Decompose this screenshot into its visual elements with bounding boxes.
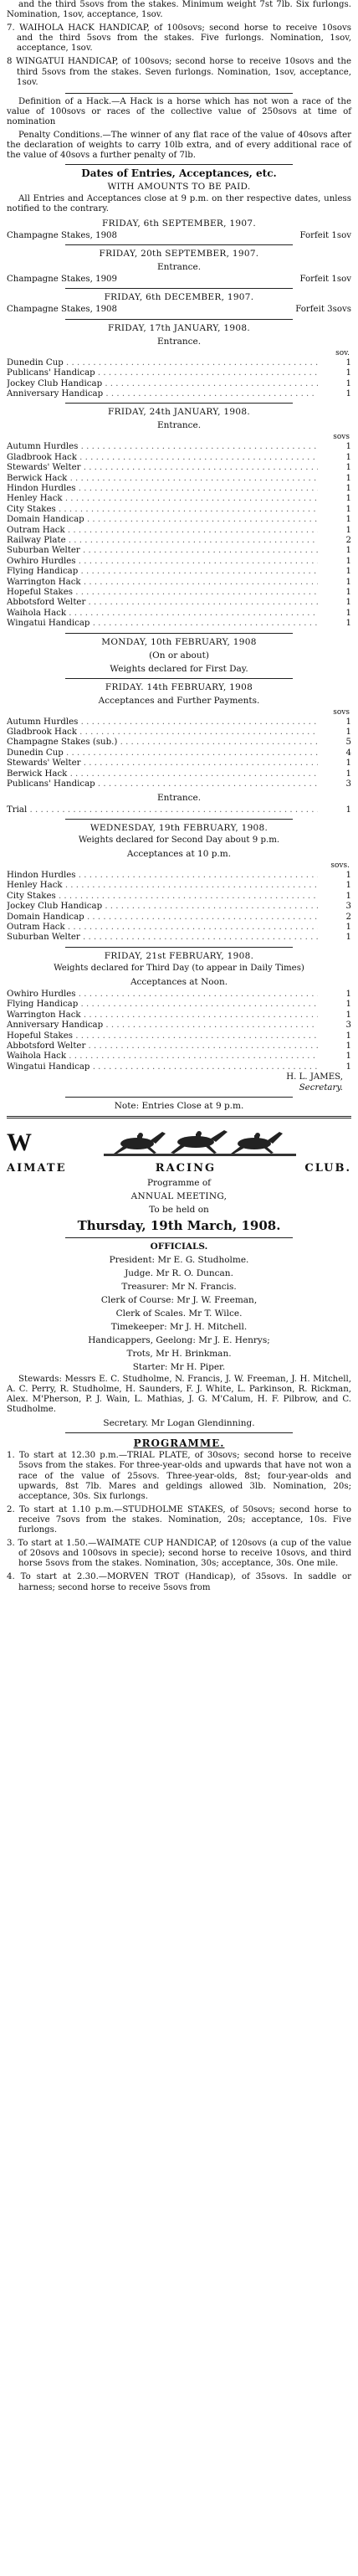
race-name: Warrington Hack . . . (7, 578, 318, 588)
official: Treasurer: Mr N. Francis. (121, 1282, 237, 1292)
race-name: Berwick Hack . . . (7, 474, 318, 484)
section-date: FRIDAY. 14th FEBRUARY, 1908 (105, 681, 253, 692)
race-name: Suburban Welter . . . (7, 933, 318, 943)
race-fee: 1 (345, 881, 351, 891)
race-name: Abbotsford Welter . . . (7, 598, 318, 608)
race-fee: 1 (345, 608, 351, 618)
race-fee: 1 (345, 1041, 351, 1051)
race-8-conditions: 8 WINGATUI HANDICAP, of 100sovs; second horse to receive 10sovs and the third 5sovs from the stakes. Seven furlongs. Nomination, 1sov, acceptance, 1sov. (7, 57, 351, 87)
programme-item: 1. To start at 12.30 p.m.—TRIAL PLATE, of 30sovs; second horse to receive 5sovs from the stakes. For three-year-olds and upwards that have not won a race of the value of 25sovs. Three-year-olds, 8st; four-year-olds and upwards, 8st 7lb. Mares and geldings allowed 3lb. Nomination, 20s; acceptance, 30s. Six furlongs. (7, 1451, 351, 1501)
section-subhead: Entrance. (156, 336, 202, 347)
race-name: Publicans' Handicap . . . (7, 368, 318, 378)
programme-item: 3. To start at 1.50.—WAIMATE CUP HANDICAP, of 120sovs (a cup of the value of 20sovs and 100sovs in specie); second horse to receive 10sovs, and third horse 5sovs from the stakes. Nomination, 30s; acceptance, 30s. One mile. (7, 1539, 351, 1569)
race-name: Stewards' Welter . . . (7, 463, 318, 473)
table-row (7, 358, 351, 368)
table-row (7, 546, 351, 556)
race-name: Owhiro Hurdles . . . (7, 990, 318, 1000)
double-rule (7, 1116, 351, 1118)
table-row (7, 389, 351, 399)
race-fee: 3 (345, 1021, 351, 1031)
race-name: Railway Plate . . . (7, 536, 318, 546)
fee-table (7, 805, 351, 815)
race-name: Domain Handicap . . . (7, 515, 318, 525)
forfeit-name: Champagne Stakes, 1909 (7, 274, 118, 284)
signature: H. L. JAMES, (286, 1072, 343, 1082)
official: Judge. Mr R. O. Duncan. (125, 1268, 233, 1278)
race-name: Gladbrook Hack . . . (7, 728, 318, 738)
divider (65, 288, 293, 289)
fee-table (7, 717, 351, 790)
table-row (7, 913, 351, 923)
table-row (7, 1062, 351, 1072)
section-subhead: Weights declared for Third Day (to appear in Daily Times) (54, 963, 304, 973)
table-row (7, 717, 351, 728)
official: Handicappers, Geelong: Mr J. E. Henrys; (88, 1335, 270, 1345)
race-conditions (7, 0, 351, 88)
official: Clerk of Scales. Mr T. Wilce. (115, 1309, 243, 1319)
table-row (7, 609, 351, 619)
race-6-tail: and the third 5sovs from the stakes. Minimum weight 7st 7lb. Six furlongs. Nomination, 1sov, acceptance, 1sov. (7, 0, 351, 20)
race-fee: 5 (345, 738, 351, 748)
race-name: Outram Hack . . . (7, 526, 318, 536)
race-name: Abbotsford Welter . . . (7, 1041, 318, 1051)
race-name: City Stakes . . . (7, 505, 318, 515)
race-name: Domain Handicap . . . (7, 913, 318, 923)
race-name: Dunedin Cup . . . (7, 358, 318, 368)
race-fee: 1 (345, 515, 351, 525)
official: Clerk of Course: Mr J. W. Freeman, (100, 1295, 258, 1305)
table-row (7, 1041, 351, 1051)
table-row (7, 1010, 351, 1021)
race-name: Anniversary Handicap . . . (7, 389, 318, 399)
programme-list (7, 1451, 351, 1592)
race-fee: 1 (345, 463, 351, 473)
official: President: Mr E. G. Studholme. (109, 1255, 249, 1265)
forfeit-value: Forfeit 1sov (299, 230, 351, 240)
race-name: Hopeful Stakes . . . (7, 588, 318, 598)
official: Starter: Mr H. Piper. (132, 1362, 226, 1372)
race-fee: 1 (345, 1010, 351, 1020)
divider (65, 1097, 293, 1098)
race-fee: 1 (345, 923, 351, 933)
programme-of: Programme of (146, 1178, 212, 1188)
fee-table (7, 990, 351, 1072)
forfeit-line (7, 275, 351, 285)
race-fee: 1 (345, 1000, 351, 1010)
horses-engraving (49, 1125, 351, 1160)
race-name: Stewards' Welter . . . (7, 758, 318, 769)
race-fee: 1 (345, 805, 351, 815)
divider (65, 633, 293, 634)
club-word: AIMATE (7, 1162, 67, 1175)
official: Trots, Mr H. Brinkman. (126, 1349, 232, 1359)
divider (65, 1432, 293, 1433)
race-fee: 1 (345, 871, 351, 880)
table-row (7, 758, 351, 769)
race-name: Flying Handicap . . . (7, 1000, 318, 1010)
race-name: Champagne Stakes (sub.) . . . (7, 738, 318, 748)
section-subhead: Acceptances at Noon. (130, 976, 228, 987)
race-name: Henley Hack . . . (7, 494, 318, 504)
programme-item: 4. To start at 2.30.—MORVEN TROT (Handicap), of 35sovs. In saddle or harness; second horse to receive 5sovs from (7, 1572, 351, 1592)
table-row (7, 1051, 351, 1062)
race-fee: 1 (345, 388, 351, 398)
table-row (7, 505, 351, 515)
divider (65, 403, 293, 404)
programme-title: PROGRAMME. (133, 1437, 225, 1450)
table-row (7, 728, 351, 738)
race-fee: 1 (345, 588, 351, 598)
race-fee: 1 (345, 717, 351, 727)
forfeit-value: Forfeit 1sov (299, 274, 351, 284)
officials-list (7, 1255, 351, 1373)
race-7-conditions: 7. WAIHOLA HACK HANDICAP, of 100sovs; second horse to receive 10sovs and the third 5sovs from the stakes. Five furlongs. Nomination, 1sov, acceptance, 1sov. (7, 23, 351, 54)
race-name: Anniversary Handicap . . . (7, 1021, 318, 1031)
divider (65, 164, 293, 165)
club-word: CLUB. (304, 1162, 351, 1175)
race-fee: 1 (345, 1031, 351, 1041)
officials-title: OFFICIALS. (150, 1242, 208, 1252)
race-name: Jockey Club Handicap . . . (7, 902, 318, 912)
race-fee: 1 (345, 494, 351, 504)
stewards: Stewards: Messrs E. C. Studholme, N. Francis, J. W. Freeman, J. H. Mitchell, A. C. Perry, R. Studholme, H. Saunders, F. J. White, L. Parkinson, R. Rickman, Alex. M'Pherson, P. J. Wain, L. Mathias, J. G. M'Calum, H. F. Pilbrow, and C. Studholme. (7, 1375, 351, 1415)
club-banner (7, 1125, 351, 1160)
section-subhead: Weights declared for Second Day about 9 p.m. (78, 835, 280, 845)
race-fee: 1 (345, 473, 351, 483)
table-row (7, 453, 351, 463)
table-row (7, 578, 351, 588)
racehorse-icon (104, 1125, 296, 1160)
race-name: Wingatui Handicap . . . (7, 1062, 318, 1072)
forfeit-name: Champagne Stakes, 1908 (7, 230, 118, 240)
race-fee: 1 (345, 525, 351, 535)
unit-label: sovs (333, 433, 350, 442)
table-row (7, 442, 351, 452)
race-name: Jockey Club Handicap . . . (7, 379, 318, 389)
race-name: Dunedin Cup . . . (7, 748, 318, 758)
race-fee: 3 (345, 779, 351, 789)
table-row (7, 557, 351, 567)
section-subhead: Acceptances at 10 p.m. (126, 849, 232, 859)
race-name: Flying Handicap . . . (7, 567, 318, 577)
race-name: Waihola Hack . . . (7, 1051, 318, 1062)
race-fee: 1 (345, 891, 351, 901)
dates-subtitle: WITH AMOUNTS TO BE PAID. (107, 182, 251, 193)
section-date: WEDNESDAY, 19th FEBRUARY, 1908. (90, 822, 268, 833)
race-fee: 1 (345, 357, 351, 368)
race-fee: 1 (345, 504, 351, 514)
table-row (7, 738, 351, 748)
club-name (7, 1162, 351, 1175)
table-row (7, 769, 351, 779)
section-subhead: Weights declared for First Day. (110, 663, 248, 674)
fee-table (7, 871, 351, 944)
race-fee: 1 (345, 728, 351, 738)
table-row (7, 536, 351, 546)
race-fee: 1 (345, 989, 351, 999)
race-fee: 1 (345, 933, 351, 943)
unit-label: sov. (335, 348, 350, 357)
unit-label: sovs. (330, 861, 350, 870)
table-row (7, 588, 351, 598)
race-fee: 1 (345, 1062, 351, 1072)
section-subhead: Acceptances and Further Payments. (98, 695, 260, 706)
table-row (7, 379, 351, 389)
forfeit-line (7, 305, 351, 315)
forfeit-line (7, 231, 351, 241)
table-row (7, 748, 351, 758)
table-row (7, 619, 351, 629)
section-subhead: Entrance. (156, 420, 202, 431)
race-name: Hindon Hurdles . . . (7, 484, 318, 494)
race-fee: 1 (345, 769, 351, 779)
club-word: RACING (155, 1162, 217, 1175)
section-subhead: (On or about) (149, 650, 209, 661)
race-name: Autumn Hurdles . . . (7, 442, 318, 452)
race-name: Publicans' Handicap . . . (7, 779, 318, 789)
section-date: MONDAY, 10th FEBRUARY, 1908 (101, 636, 257, 647)
section-subhead: Entrance. (156, 792, 202, 803)
race-fee: 2 (345, 536, 351, 545)
race-fee: 1 (345, 758, 351, 769)
race-fee: 2 (345, 912, 351, 922)
race-name: Berwick Hack . . . (7, 769, 318, 779)
section-date: FRIDAY, 17th JANUARY, 1908. (108, 322, 250, 333)
race-name: Hopeful Stakes . . . (7, 1031, 318, 1041)
table-row (7, 881, 351, 891)
race-name: Suburban Welter . . . (7, 546, 318, 556)
meeting-date: Thursday, 19th March, 1908. (77, 1218, 281, 1233)
race-fee: 1 (345, 546, 351, 556)
race-name: Warrington Hack . . . (7, 1010, 318, 1021)
race-name: Outram Hack . . . (7, 923, 318, 933)
annual-meeting: ANNUAL MEETING, (130, 1191, 228, 1201)
divider (65, 1237, 293, 1238)
unit-label: sovs (333, 707, 350, 717)
race-fee: 1 (345, 1051, 351, 1062)
divider (65, 319, 293, 320)
table-row (7, 779, 351, 789)
section-subhead: Entrance. (156, 261, 202, 272)
held-on: To be held on (149, 1205, 209, 1215)
table-row (7, 902, 351, 912)
race-name: Hindon Hurdles . . . (7, 871, 318, 881)
table-row (7, 933, 351, 943)
table-row (7, 368, 351, 378)
divider (65, 947, 293, 948)
penalty-conditions: Penalty Conditions.—The winner of any flat race of the value of 40sovs after the declaration of weights to carry 10lb extra, and of every additional race of the value of 40sovs a further penalty of 7lb. (7, 131, 351, 161)
race-fee: 1 (345, 577, 351, 587)
race-fee: 4 (345, 748, 351, 758)
divider (65, 244, 293, 245)
divider (65, 678, 293, 679)
fee-table (7, 442, 351, 629)
table-row (7, 463, 351, 473)
programme-item: 2. To start at 1.10 p.m.—STUDHOLME STAKES, of 50sovs; second horse to receive 7sovs from the stakes. Nomination, 20s; acceptance, 10s. Five furlongs. (7, 1504, 351, 1535)
dates-title: Dates of Entries, Acceptances, etc. (81, 167, 277, 180)
table-row (7, 990, 351, 1000)
table-row (7, 923, 351, 933)
entries-note: Note: Entries Close at 9 p.m. (114, 1101, 244, 1111)
table-row (7, 1021, 351, 1031)
race-fee: 1 (345, 556, 351, 566)
table-row (7, 484, 351, 494)
section-date: FRIDAY, 24th JANUARY, 1908. (108, 407, 250, 418)
race-fee: 1 (345, 598, 351, 608)
table-row (7, 515, 351, 525)
official: Timekeeper: Mr J. H. Mitchell. (110, 1322, 248, 1332)
section-date: FRIDAY, 21st FEBRUARY, 1908. (104, 950, 254, 961)
section-date: FRIDAY, 20th SEPTEMBER, 1907. (99, 248, 259, 259)
race-name: Owhiro Hurdles . . . (7, 557, 318, 567)
table-row (7, 598, 351, 608)
signature-title: Secretary. (299, 1082, 343, 1093)
secretary: Secretary. Mr Logan Glendinning. (103, 1418, 255, 1429)
table-row (7, 871, 351, 881)
race-name: City Stakes . . . (7, 892, 318, 902)
race-fee: 3 (345, 902, 351, 912)
race-fee: 1 (345, 378, 351, 388)
race-fee: 1 (345, 442, 351, 452)
divider (65, 819, 293, 820)
drop-initial: W (7, 1129, 32, 1156)
table-row (7, 1031, 351, 1041)
section-date: FRIDAY, 6th SEPTEMBER, 1907. (102, 218, 256, 229)
table-row (7, 526, 351, 536)
table-row (7, 567, 351, 577)
fee-table (7, 358, 351, 400)
table-row (7, 494, 351, 504)
race-name: Waihola Hack . . . (7, 609, 318, 619)
race-name: Wingatui Handicap . . . (7, 619, 318, 629)
race-fee: 1 (345, 483, 351, 493)
forfeit-name: Champagne Stakes, 1908 (7, 305, 118, 315)
table-row (7, 805, 351, 815)
race-fee: 1 (345, 368, 351, 378)
race-fee: 1 (345, 452, 351, 462)
race-fee: 1 (345, 619, 351, 629)
race-name: Autumn Hurdles . . . (7, 717, 318, 728)
race-name: Henley Hack . . . (7, 881, 318, 891)
hack-definition: Definition of a Hack.—A Hack is a horse which has not won a race of the value of 100sovs or races of the collective value of 250sovs at time of nomination (7, 96, 351, 126)
divider (65, 93, 293, 94)
section-date: FRIDAY, 6th DECEMBER, 1907. (104, 292, 254, 303)
table-row (7, 474, 351, 484)
table-row (7, 1000, 351, 1010)
dates-intro: All Entries and Acceptances close at 9 p.m. on ther respective dates, unless notified to the contrary. (7, 194, 351, 214)
table-row (7, 892, 351, 902)
race-name: Trial . . . (7, 805, 318, 815)
race-name: Gladbrook Hack . . . (7, 453, 318, 463)
forfeit-value: Forfeit 3sovs (295, 305, 351, 315)
race-fee: 1 (345, 567, 351, 577)
